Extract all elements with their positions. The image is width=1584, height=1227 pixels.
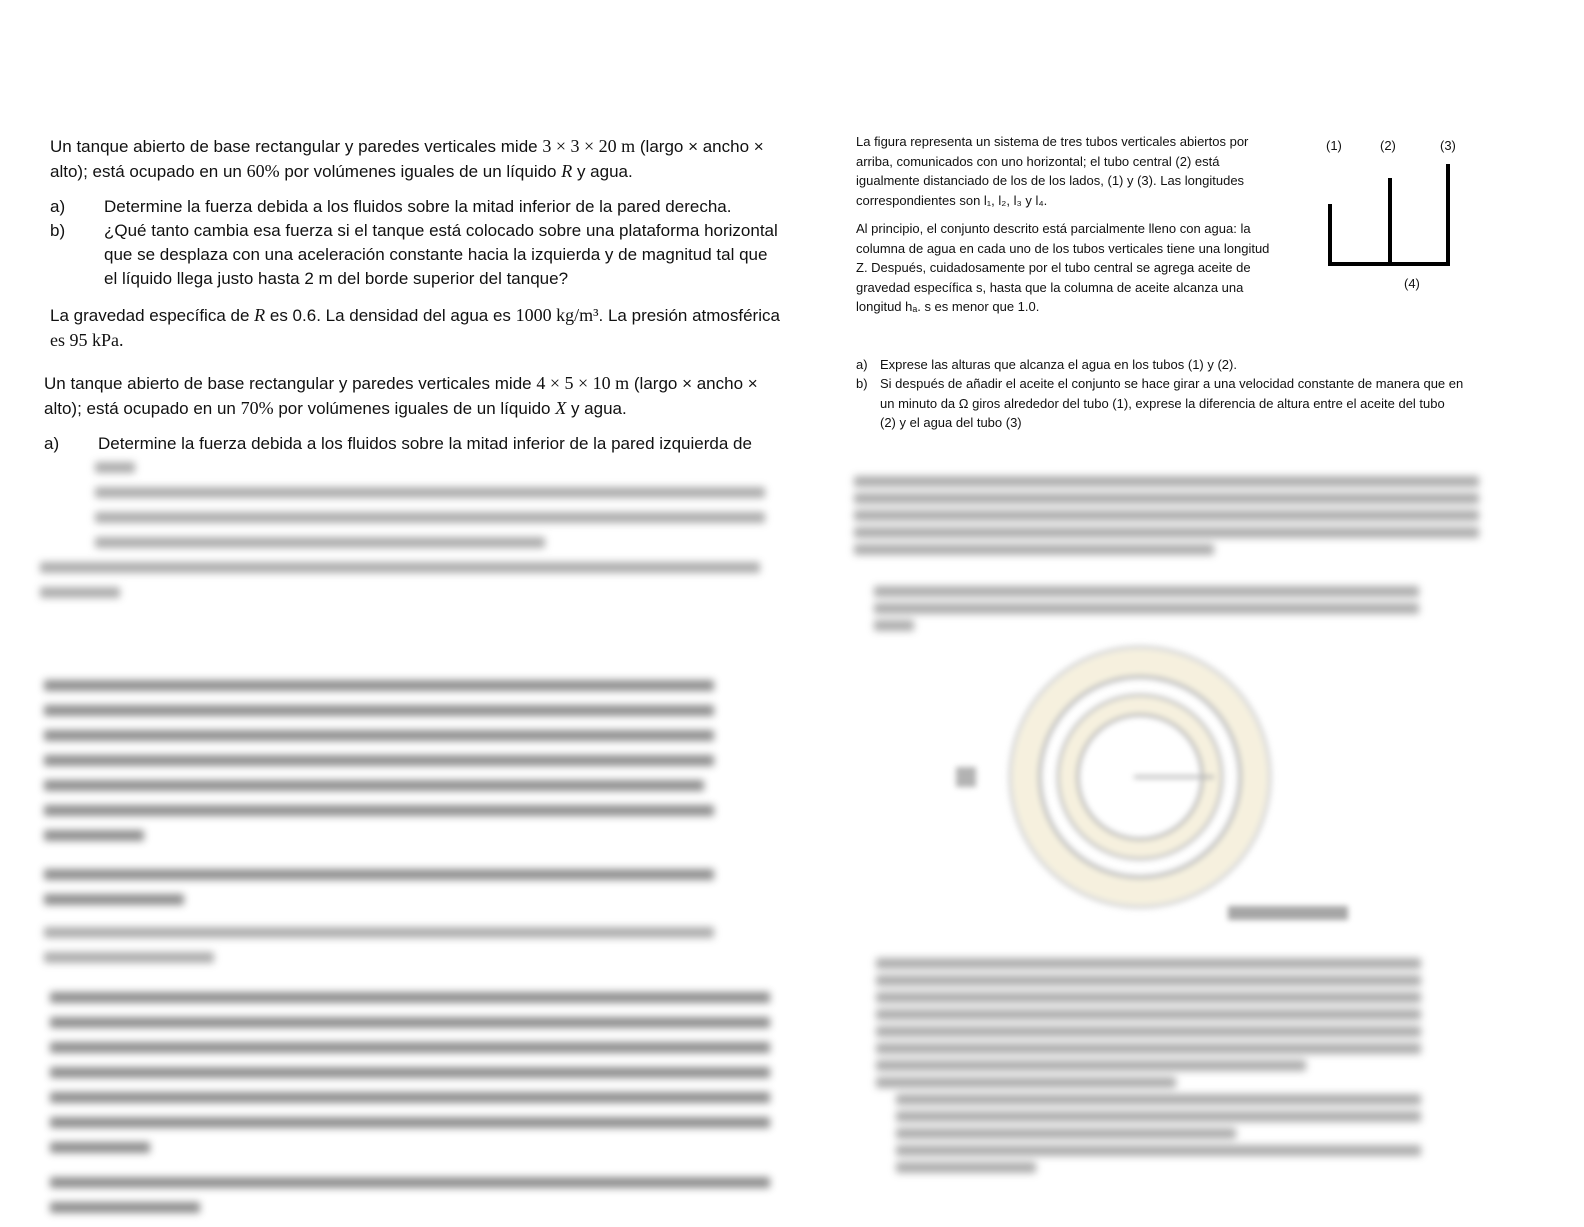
blurred-text-left-1 (40, 462, 770, 612)
problem-3-item-a: a) Exprese las alturas que alcanza el agua en los tubos (1) y (2). (856, 357, 1237, 372)
problem-1-intro: Un tanque abierto de base rectangular y paredes verticales mide 3 × 3 × 20 m (largo × ancho × alto); está ocupado en un 60% por volúmenes iguales de un líquido R y agua. (50, 136, 764, 181)
problem-3-item-b: b) Si después de añadir el aceite el conjunto se hace girar a una velocidad constante de manera que en un minuto da Ω giros alrededor del tubo (1), exprese la diferencia de altura entre el aceite del tubo (2) y el agua del tubo (3) (856, 376, 1464, 430)
problem-3-description: La figura representa un sistema de tres tubos verticales abiertos por arriba, comunicados con uno horizontal; el tubo central (2) está igualmente distanciado de los de los lados, (1) y (3). Las longitudes correspondientes son l₁, l₂, l₃ y l₄. (856, 134, 1249, 208)
blurred-text-right-3 (876, 958, 1426, 1179)
blurred-text-right-2 (874, 586, 1434, 637)
problem-1-item-a: a) Determine la fuerza debida a los fluidos sobre la mitad inferior de la pared derecha. (50, 197, 732, 216)
tube-label-2: (2) (1380, 138, 1396, 153)
tube-label-4: (4) (1404, 276, 1420, 291)
problem-1-data: La gravedad específica de R es 0.6. La densidad del agua es 1000 kg/m³. La presión atmosférica es 95 kPa. (50, 305, 780, 350)
tube-label-1: (1) (1326, 138, 1342, 153)
problem-3-conditions: Al principio, el conjunto descrito está parcialmente lleno con agua: la columna de agua en cada uno de los tubos verticales tiene una longitud Z. Después, cuidadosamente por el tubo central se agrega aceite de gravedad específica s, hasta que la columna de aceite alcanza una longitud hₐ. s es menor que 1.0. (856, 221, 1270, 314)
blurred-text-left-3 (50, 992, 780, 1227)
tube-diagram (1320, 160, 1460, 272)
problem-1-item-b: b) ¿Qué tanto cambia esa fuerza si el tanque está colocado sobre una plataforma horizontal que se desplaza con una aceleración constante hacia la izquierda y de magnitud tal que el líquido llega justo hasta 2 m del borde superior del tanque? (50, 221, 778, 288)
problem-2-intro: Un tanque abierto de base rectangular y paredes verticales mide 4 × 5 × 10 m (largo × ancho × alto); está ocupado en un 70% por volúmenes iguales de un líquido X y agua. (44, 373, 758, 418)
blurred-text-right-1 (854, 476, 1484, 561)
blurred-ring-figure (950, 640, 1350, 930)
tube-label-3: (3) (1440, 138, 1456, 153)
problem-2-item-a: a) Determine la fuerza debida a los fluidos sobre la mitad inferior de la pared izquierda de (44, 434, 752, 453)
blurred-text-left-2 (44, 680, 724, 977)
